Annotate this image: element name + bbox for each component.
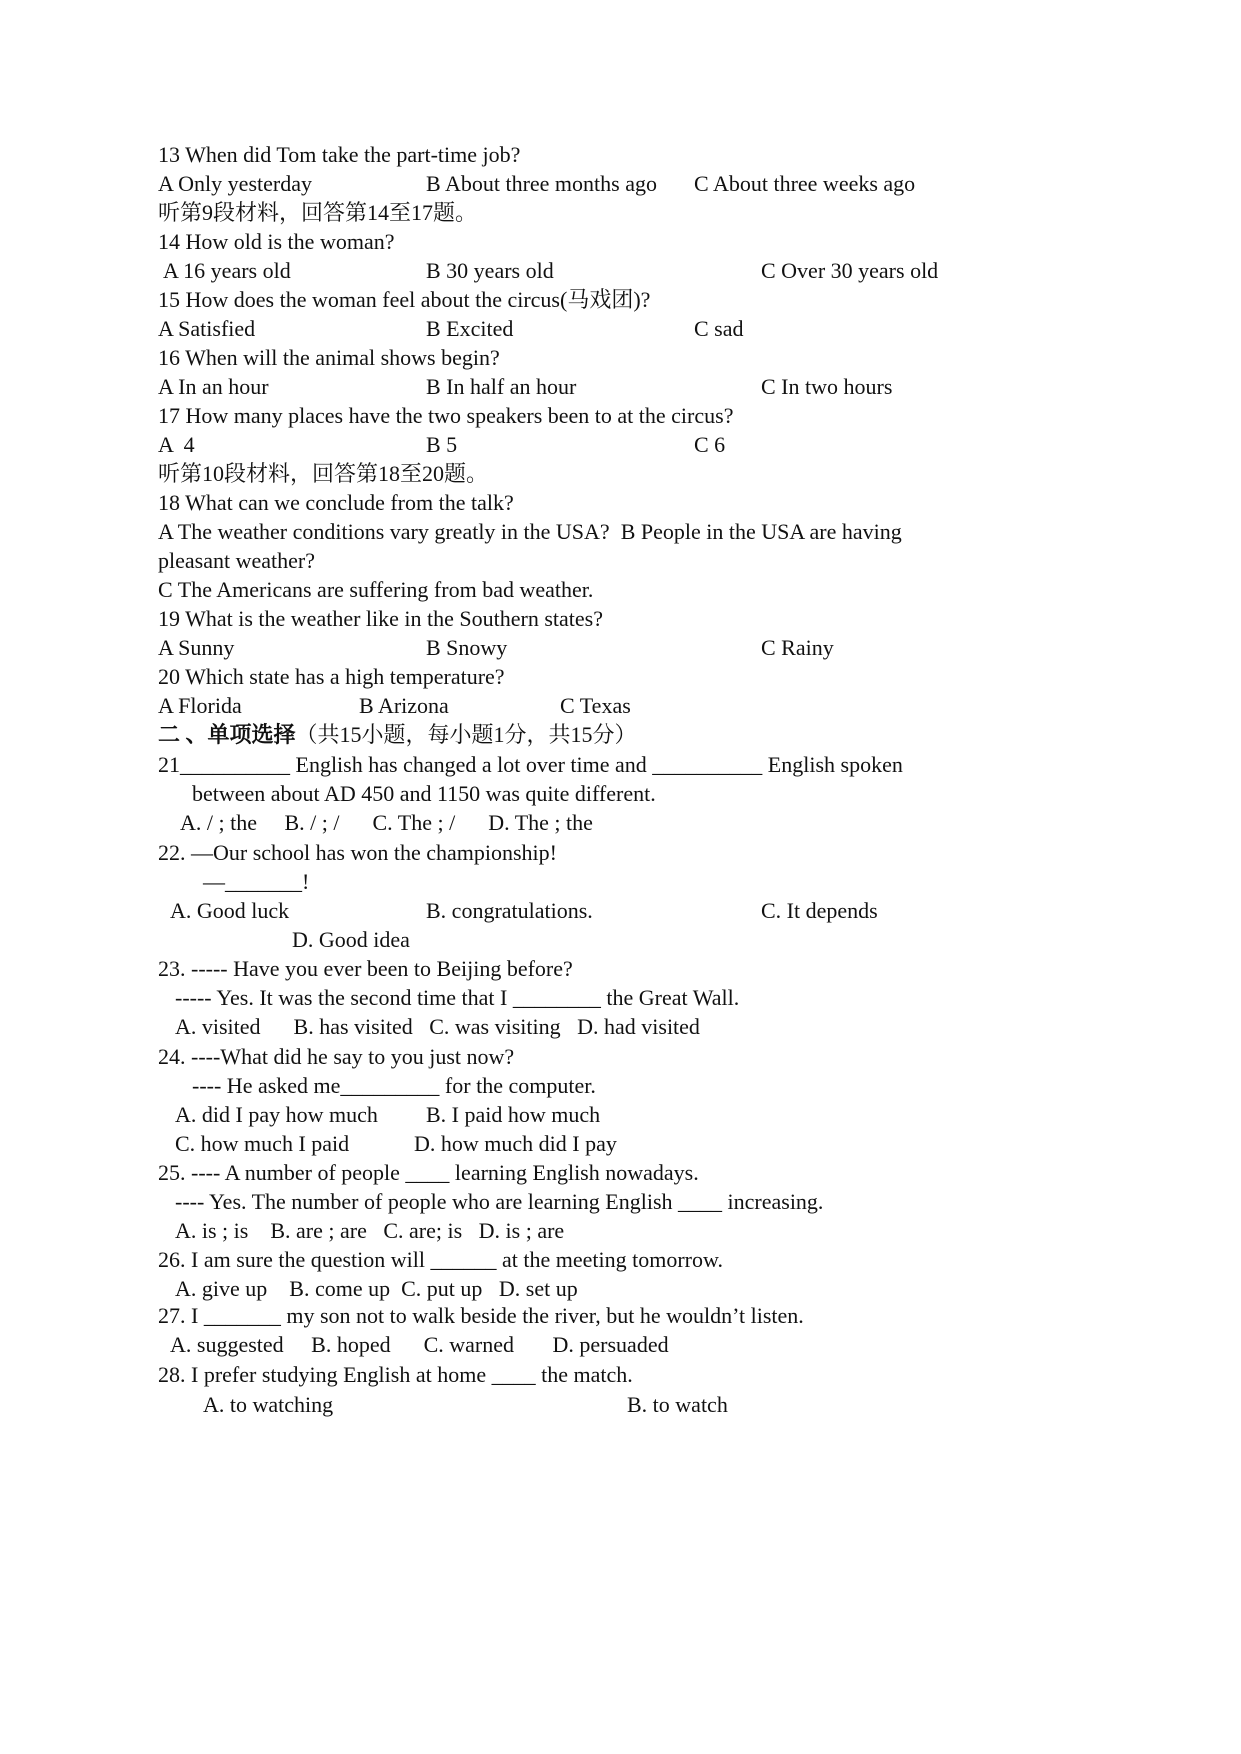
question-28-line-1: 28. I prefer studying English at home ____ the match. [158, 1362, 633, 1387]
q22-option-b: B. congratulations. [426, 898, 593, 923]
question-24-line-1: 24. ----What did he say to you just now? [158, 1044, 515, 1069]
q14-option-b: B 30 years old [426, 258, 554, 283]
q22-option-a: A. Good luck [170, 898, 290, 923]
question-15-text: 15 How does the woman feel about the circus(马戏团)? [158, 287, 651, 312]
q14-option-a: A 16 years old [163, 258, 291, 283]
q18-options-line-1: A The weather conditions vary greatly in the USA? B People in the USA are having [158, 519, 902, 544]
section-10-instruction: 听第10段材料，回答第18至20题。 [158, 461, 489, 486]
q24-option-c: C. how much I paid [175, 1131, 350, 1156]
q23-options: A. visited B. has visited C. was visiting D. had visited [175, 1014, 700, 1039]
part-2-scoring-note: （共15小题，每小题1分，共15分） [295, 722, 637, 747]
q17-option-c: C 6 [694, 432, 726, 457]
q16-option-c: C In two hours [761, 374, 893, 399]
question-26-line-1: 26. I am sure the question will ______ at the meeting tomorrow. [158, 1247, 723, 1272]
question-21-line-1: 21__________ English has changed a lot over time and __________ English spoken [158, 752, 903, 777]
q21-options: A. / ; the B. / ; / C. The ; / D. The ; the [180, 810, 593, 835]
question-19-text: 19 What is the weather like in the Southern states? [158, 606, 603, 631]
question-20-text: 20 Which state has a high temperature? [158, 664, 505, 689]
question-23-line-1: 23. ----- Have you ever been to Beijing before? [158, 956, 573, 981]
q15-option-c: C sad [694, 316, 744, 341]
q15-option-a: A Satisfied [158, 316, 256, 341]
question-24-line-2: ---- He asked me_________ for the computer. [192, 1073, 596, 1098]
q19-option-c: C Rainy [761, 635, 834, 660]
q24-option-b: B. I paid how much [426, 1102, 601, 1127]
q24-option-d: D. how much did I pay [414, 1131, 617, 1156]
q28-option-a: A. to watching [203, 1392, 334, 1417]
q19-option-b: B Snowy [426, 635, 508, 660]
question-22-line-2: —_______! [203, 869, 310, 894]
q15-option-b: B Excited [426, 316, 514, 341]
q26-options: A. give up B. come up C. put up D. set up [175, 1276, 578, 1301]
question-22-line-1: 22. —Our school has won the championship! [158, 840, 557, 865]
q18-option-c: C The Americans are suffering from bad weather. [158, 577, 594, 602]
question-27-line-1: 27. I _______ my son not to walk beside the river, but he wouldn’t listen. [158, 1303, 804, 1328]
q13-option-b: B About three months ago [426, 171, 657, 196]
q24-option-a: A. did I pay how much [175, 1102, 378, 1127]
q14-option-c: C Over 30 years old [761, 258, 939, 283]
question-21-line-2: between about AD 450 and 1150 was quite different. [192, 781, 656, 806]
part-2-title: 二 、单项选择 [158, 722, 296, 747]
question-16-text: 16 When will the animal shows begin? [158, 345, 500, 370]
question-25-line-2: ---- Yes. The number of people who are learning English ____ increasing. [175, 1189, 824, 1214]
q22-option-c: C. It depends [761, 898, 878, 923]
question-23-line-2: ----- Yes. It was the second time that I ________ the Great Wall. [175, 985, 740, 1010]
question-17-text: 17 How many places have the two speakers been to at the circus? [158, 403, 734, 428]
part-2-heading [158, 721, 637, 749]
q16-option-b: B In half an hour [426, 374, 577, 399]
q18-options-line-2: pleasant weather? [158, 548, 315, 573]
q20-option-b: B Arizona [359, 693, 449, 718]
question-25-line-1: 25. ---- A number of people ____ learning English nowadays. [158, 1160, 699, 1185]
q17-option-a: A 4 [158, 432, 195, 457]
q28-option-b: B. to watch [627, 1392, 728, 1417]
q17-option-b: B 5 [426, 432, 458, 457]
question-18-text: 18 What can we conclude from the talk? [158, 490, 514, 515]
section-9-instruction: 听第9段材料，回答第14至17题。 [158, 200, 478, 225]
q13-option-a: A Only yesterday [158, 171, 312, 196]
q13-option-c: C About three weeks ago [694, 171, 916, 196]
q19-option-a: A Sunny [158, 635, 235, 660]
question-14-text: 14 How old is the woman? [158, 229, 395, 254]
question-13-text: 13 When did Tom take the part-time job? [158, 142, 521, 167]
q25-options: A. is ; is B. are ; are C. are; is D. is ; are [175, 1218, 565, 1243]
q22-option-d: D. Good idea [292, 927, 410, 952]
q20-option-a: A Florida [158, 693, 242, 718]
q20-option-c: C Texas [560, 693, 631, 718]
q27-options: A. suggested B. hoped C. warned D. persuaded [170, 1332, 669, 1357]
q16-option-a: A In an hour [158, 374, 269, 399]
